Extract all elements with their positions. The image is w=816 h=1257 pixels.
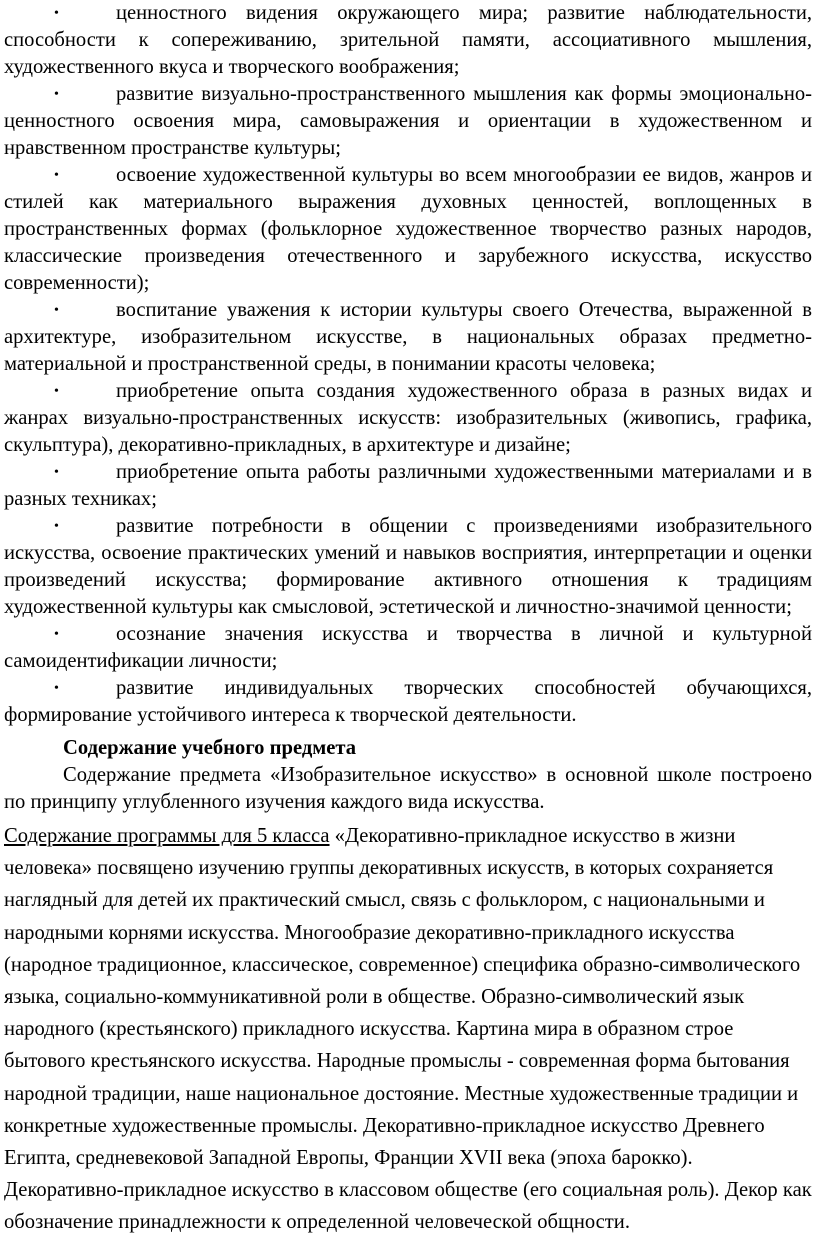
bullet-icon: •	[54, 681, 59, 696]
list-item-text: ценностного видения окружающего мира; развитие наблюдательности, способности к сопереживанию, зрительной памяти, ассоциативного мышления, художественного вкуса и творческого воображения;	[4, 2, 812, 78]
list-item-text: осознание значения искусства и творчества в личной и культурной самоидентификации личности;	[4, 623, 812, 672]
list-item	[4, 459, 812, 513]
program-paragraph	[4, 816, 812, 1239]
list-item	[4, 513, 812, 621]
bullet-icon: •	[54, 519, 59, 534]
bullet-icon: •	[54, 6, 59, 21]
list-item-text: развитие визуально-пространственного мышления как формы эмоционально-ценностного освоения мира, самовыражения и ориентации в художественном и нравственном пространстве культуры;	[4, 83, 812, 159]
list-item	[4, 81, 812, 162]
list-item	[4, 621, 812, 675]
list-item-text: воспитание уважения к истории культуры своего Отечества, выраженной в архитектуре, изобразительном искусстве, в национальных образах предметно-материальной и пространственной среды, в понимании красоты человека;	[4, 299, 812, 375]
list-item-text: развитие потребности в общении с произведениями изобразительного искусства, освоение практических умений и навыков восприятия, интерпретации и оценки произведений искусства; формирование активного отношения к традициям художественной культуры как смысловой, эстетической и личностно-значимой ценности;	[4, 515, 812, 618]
bullet-icon: •	[54, 627, 59, 642]
program-link[interactable]: Содержание программы для 5 класса	[4, 825, 330, 847]
bullet-icon: •	[54, 384, 59, 399]
list-item	[4, 162, 812, 297]
bullet-list	[4, 0, 812, 729]
list-item-text: освоение художественной культуры во всем многообразии ее видов, жанров и стилей как материального выражения духовных ценностей, воплощенных в пространственных формах (фольклорное художественное творчество разных народов, классические произведения отечественного и зарубежного искусства, искусство современности);	[4, 164, 812, 294]
list-item	[4, 0, 812, 81]
list-item	[4, 378, 812, 459]
list-item-text: приобретение опыта работы различными художественными материалами и в разных техниках;	[4, 461, 812, 510]
intro-paragraph: Содержание предмета «Изобразительное искусство» в основной школе построено по принципу углубленного изучения каждого вида искусства.	[4, 764, 812, 813]
list-item	[4, 675, 812, 729]
list-item-text: развитие индивидуальных творческих способностей обучающихся, формирование устойчивого интереса к творческой деятельности.	[4, 677, 812, 726]
list-item-text: приобретение опыта создания художественного образа в разных видах и жанрах визуально-пространственных искусств: изобразительных (живопись, графика, скульптура), декоративно-прикладных, в архитектуре и дизайне;	[4, 380, 812, 456]
bullet-icon: •	[54, 87, 59, 102]
program-text: «Декоративно-прикладное искусство в жизни человека» посвящено изучению группы декоративных искусств, в которых сохраняется наглядный для детей их практический смысл, связь с фольклором, с национальными и народными корнями искусства. Многообразие декоративно-прикладного искусства (народное традиционное, классическое, современное) специфика образно-символического языка, социально-коммуникативной роли в обществе. Образно-символический язык народного (крестьянского) прикладного искусства. Картина мира в образном строе бытового крестьянского искусства. Народные промыслы - современная форма бытования народной традиции, наше национальное достояние. Местные художественные традиции и конкретные художественные промыслы. Декоративно-прикладное искусство Древнего Египта, средневековой Западной Европы, Франции XVII века (эпоха барокко). Декоративно-прикладное искусство в классовом обществе (его социальная роль). Декор как обозначение принадлежности к определенной человеческой общности.	[4, 825, 812, 1234]
bullet-icon: •	[54, 168, 59, 183]
list-item	[4, 297, 812, 378]
section-heading: Содержание учебного предмета	[63, 737, 357, 759]
bullet-icon: •	[54, 465, 59, 480]
bullet-icon: •	[54, 303, 59, 318]
